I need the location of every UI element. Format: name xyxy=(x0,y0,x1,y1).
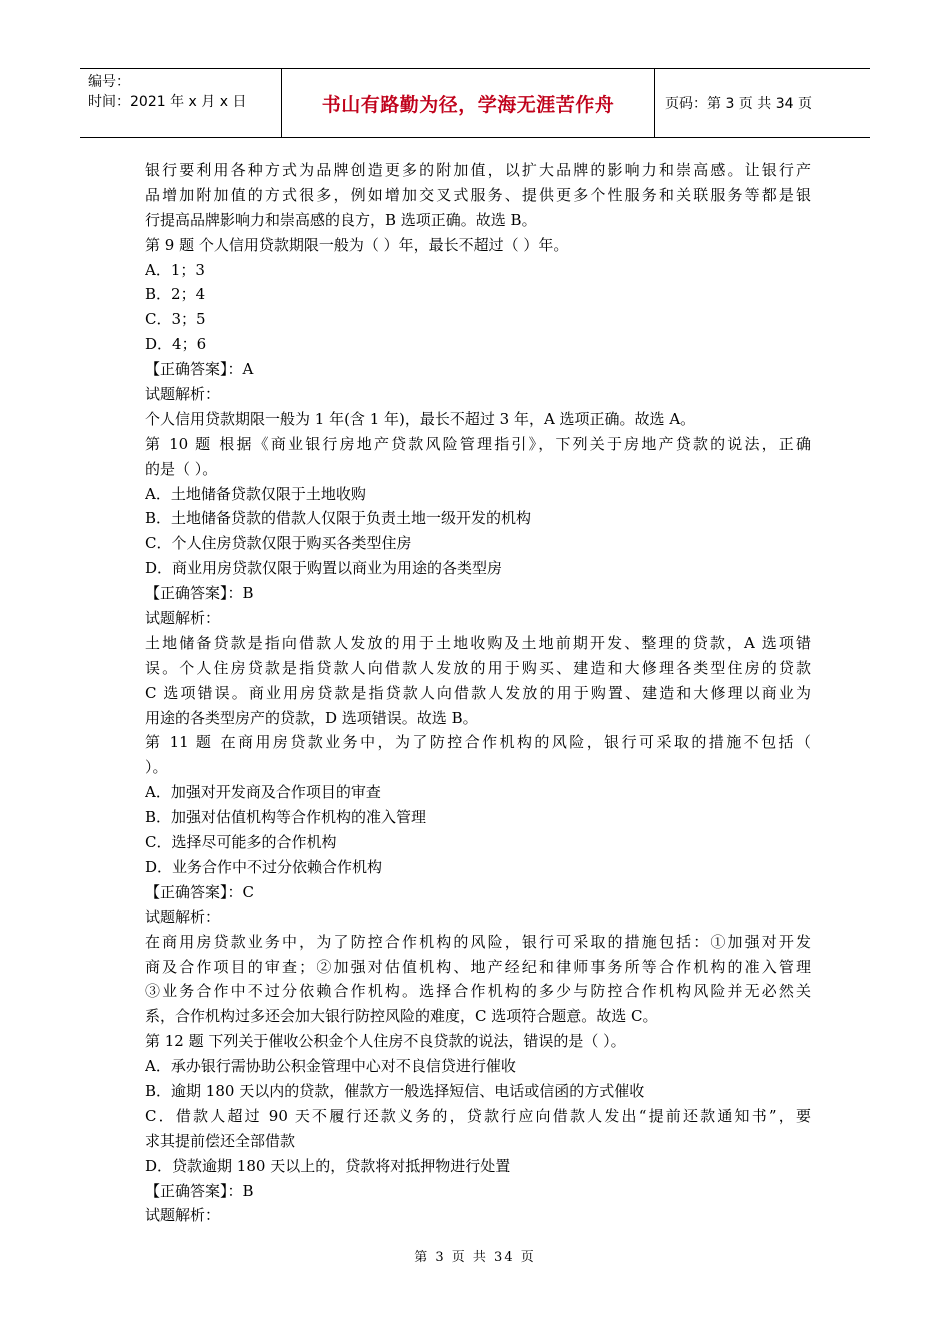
analysis-text: 系，合作机构过多还会加大银行防控风险的难度，C 选项符合题意。故选 C。 xyxy=(145,1007,658,1026)
text-line: 行提高品牌影响力和崇高感的良方，B 选项正确。故选 B。 xyxy=(145,210,537,229)
question-11-cont: ）。 xyxy=(145,758,168,777)
header-time-label: 时间：2021 年 x 月 x 日 xyxy=(88,94,247,110)
document-body xyxy=(145,158,811,1228)
correct-answer: 【正确答案】：A xyxy=(145,360,254,379)
option-d: D．4；6 xyxy=(145,335,207,354)
analysis-text: 用途的各类型房产的贷款，D 选项错误。故选 B。 xyxy=(145,708,478,727)
question-12: 第 12 题 下列关于催收公积金个人住房不良贷款的说法，错误的是（ ）。 xyxy=(145,1032,626,1051)
option-d: D．商业用房贷款仅限于购置以商业为用途的各类型房 xyxy=(145,559,503,578)
analysis-label: 试题解析： xyxy=(145,609,221,628)
analysis-text: 个人信用贷款期限一般为 1 年(含 1 年)，最长不超过 3 年，A 选项正确。故选 A。 xyxy=(145,409,696,428)
option-c: C．借款人超过 90 天不履行还款义务的，贷款行应向借款人发出“提前还款通知书”，要 xyxy=(145,1106,811,1125)
correct-answer: 【正确答案】：B xyxy=(145,1181,254,1200)
option-a: A．承办银行需协助公积金管理中心对不良信贷进行催收 xyxy=(145,1057,516,1076)
header-number-label: 编号： xyxy=(88,74,130,90)
option-c: C．3；5 xyxy=(145,310,206,329)
analysis-text: 商及合作项目的审查；②加强对估值机构、地产经纪和律师事务所等合作机构的准入管理 xyxy=(145,957,811,976)
option-a: A．1；3 xyxy=(145,260,205,279)
option-d: D．业务合作中不过分依赖合作机构 xyxy=(145,857,383,876)
option-a: A．土地储备贷款仅限于土地收购 xyxy=(145,484,366,503)
text-line: 品增加附加值的方式很多，例如增加交叉式服务、提供更多个性服务和关联服务等都是银 xyxy=(145,185,811,204)
question-9: 第 9 题 个人信用贷款期限一般为（ ）年，最长不超过（ ）年。 xyxy=(145,235,569,254)
option-b: B．2；4 xyxy=(145,285,206,304)
header-info-cell xyxy=(80,69,282,137)
analysis-text: C 选项错误。商业用房贷款是指贷款人向借款人发放的用于购置、建造和大修理以商业为 xyxy=(145,683,811,702)
header-motto: 书山有路勤为径，学海无涯苦作舟 xyxy=(321,93,615,116)
analysis-label: 试题解析： xyxy=(145,385,221,404)
option-c: C．选择尽可能多的合作机构 xyxy=(145,833,337,852)
option-b: B．土地储备贷款的借款人仅限于负责土地一级开发的机构 xyxy=(145,509,532,528)
header-motto-cell xyxy=(282,69,655,137)
analysis-text: 土地储备贷款是指向借款人发放的用于土地收购及土地前期开发、整理的贷款，A 选项错 xyxy=(145,633,811,652)
analysis-text: ③业务合作中不过分依赖合作机构。选择合作机构的多少与防控合作机构风险并无必然关 xyxy=(145,982,811,1001)
analysis-label: 试题解析： xyxy=(145,907,221,926)
header-page-cell xyxy=(655,69,870,137)
correct-answer: 【正确答案】：B xyxy=(145,584,254,603)
option-c: C．个人住房贷款仅限于购买各类型住房 xyxy=(145,534,412,553)
question-10-cont: 的是（ ）。 xyxy=(145,459,218,478)
analysis-text: 误。个人住房贷款是指贷款人向借款人发放的用于购买、建造和大修理各类型住房的贷款 xyxy=(145,658,811,677)
option-b: B．加强对估值机构等合作机构的准入管理 xyxy=(145,808,427,827)
question-10: 第 10 题 根据《商业银行房地产贷款风险管理指引》，下列关于房地产贷款的说法，正确 xyxy=(145,434,811,453)
question-11: 第 11 题 在商用房贷款业务中，为了防控合作机构的风险，银行可采取的措施不包括（ xyxy=(145,733,811,752)
page-header xyxy=(80,68,870,138)
option-b: B．逾期 180 天以内的贷款，催款方一般选择短信、电话或信函的方式催收 xyxy=(145,1081,645,1100)
option-d: D．贷款逾期 180 天以上的，贷款将对抵押物进行处置 xyxy=(145,1156,511,1175)
analysis-text: 在商用房贷款业务中，为了防控合作机构的风险，银行可采取的措施包括：①加强对开发 xyxy=(145,932,811,951)
analysis-label: 试题解析： xyxy=(145,1206,221,1225)
correct-answer: 【正确答案】：C xyxy=(145,882,254,901)
option-a: A．加强对开发商及合作项目的审查 xyxy=(145,783,381,802)
page-footer: 第 3 页 共 34 页 xyxy=(414,1250,536,1265)
text-line: 银行要利用各种方式为品牌创造更多的附加值，以扩大品牌的影响力和崇高感。让银行产 xyxy=(145,161,811,179)
header-page-label: 页码：第 3 页 共 34 页 xyxy=(665,96,812,112)
option-c-cont: 求其提前偿还全部借款 xyxy=(145,1131,296,1150)
